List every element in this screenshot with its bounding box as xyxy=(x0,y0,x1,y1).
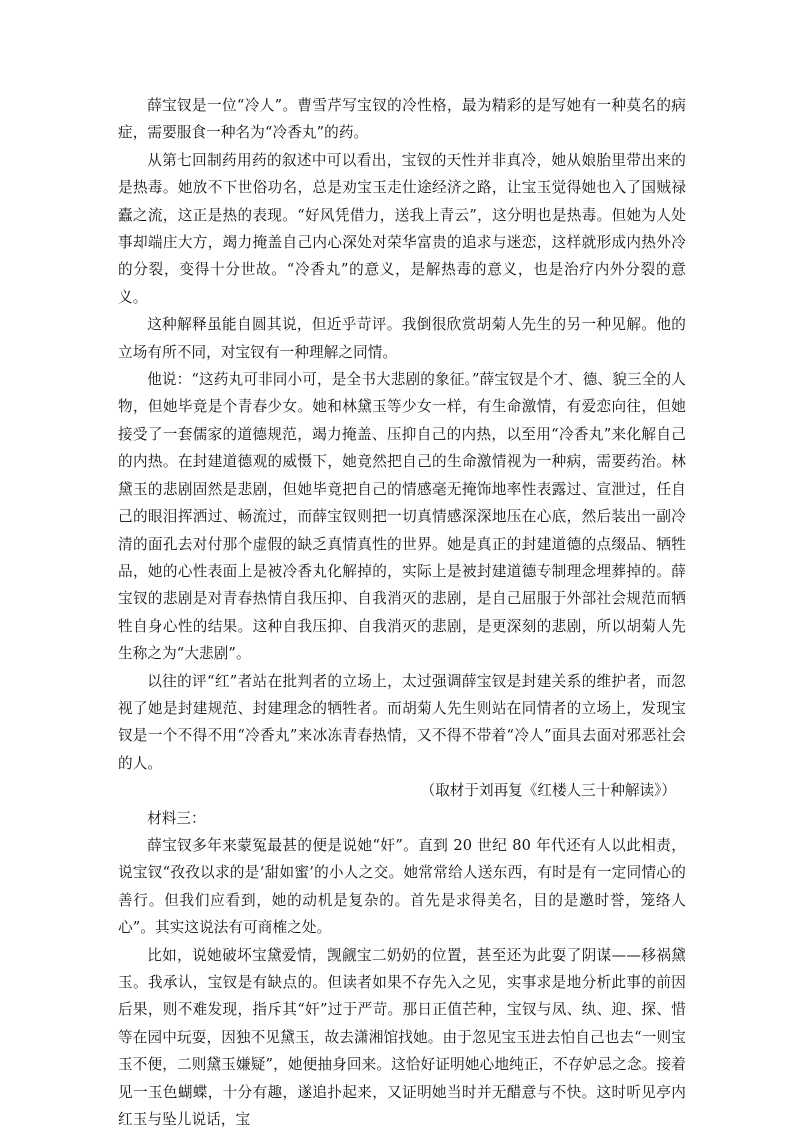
paragraph-5: 以往的评“红”者站在批判者的立场上，太过强调薛宝钗是封建关系的维护者，而忽视了她是封建规范、封建理念的牺牲者。而胡菊人先生则站在同情者的立场上，发现宝钗是一个不得不用“冷香丸”来冰冻青春热情，又不得不带着“冷人”面具去面对邪恶社会的人。 xyxy=(118,672,686,772)
paragraph-1: 薛宝钗是一位“冷人”。曹雪芹写宝钗的冷性格，最为精彩的是写她有一种莫名的病症，需要服食一种名为“冷香丸”的药。 xyxy=(118,97,686,142)
document-page xyxy=(118,92,686,1133)
paragraph-7: 比如，说她破坏宝黛爱情，觊觎宝二奶奶的位置，甚至还为此耍了阴谋——移祸黛玉。我承认，宝钗是有缺点的。但读者如果不存先入之见，实事求是地分析此事的前因后果，则不难发现，指斥其“奸”过于严苛。那日正值芒种，宝钗与凤、纨、迎、探、惜等在园中玩耍，因独不见黛玉，故去潇湘馆找她。由于忽见宝玉进去怕自己也去“一则宝玉不便，二则黛玉嫌疑”，她便抽身回来。这恰好证明她心地纯正，不存妒忌之念。接着见一玉色蝴蝶，十分有趣，遂追扑起来，又证明她当时并无醋意与不快。这时听见亭内红玉与坠儿说话，宝 xyxy=(118,946,686,1129)
section-label: 材料三： xyxy=(147,809,206,827)
paragraph-2: 从第七回制药用药的叙述中可以看出，宝钗的天性并非真冷，她从娘胎里带出来的是热毒。她放不下世俗功名，总是劝宝玉走仕途经济之路，让宝玉觉得她也入了国贼禄蠹之流，这正是热的表现。“好风凭借力，送我上青云”，这分明也是热毒。但她为人处事却端庄大方，竭力掩盖自己内心深处对荣华富贵的追求与迷恋，这样就形成内热外冷的分裂，变得十分世故。“冷香丸”的意义，是解热毒的意义，也是治疗内外分裂的意义。 xyxy=(118,151,686,306)
paragraph-4: 他说：“这药丸可非同小可，是全书大悲剧的象征。”薛宝钗是个才、德、貌三全的人物，但她毕竟是个青春少女。她和林黛玉等少女一样，有生命激情，有爱恋向往，但她接受了一套儒家的道德规范，竭力掩盖、压抑自己的内热，以至用“冷香丸”来化解自己的内热。在封建道德观的威慑下，她竟然把自己的生命激情视为一种病，需要药治。林黛玉的悲剧固然是悲剧，但她毕竟把自己的情感毫无掩饰地率性表露过、宣泄过，任自己的眼泪挥洒过、畅流过，而薛宝钗则把一切真情感深深地压在心底，然后装出一副冷清的面孔去对付那个虚假的缺乏真情真性的世界。她是真正的封建道德的点缀品、牺牲品，她的心性表面上是被冷香丸化解掉的，实际上是被封建道德专制理念埋葬掉的。薛宝钗的悲剧是对青春热情自我压抑、自我消灭的悲剧，是自己屈服于外部社会规范而牺牲自身心性的结果。这种自我压抑、自我消灭的悲剧，是更深刻的悲剧，所以胡菊人先生称之为“大悲剧”。 xyxy=(118,371,686,663)
paragraph-3: 这种解释虽能自圆其说，但近乎苛评。我倒很欣赏胡菊人先生的另一种见解。他的立场有所不同，对宝钗有一种理解之同情。 xyxy=(118,316,686,361)
paragraph-6: 薛宝钗多年来蒙冤最甚的便是说她“奸”。直到 20 世纪 80 年代还有人以此相责，说宝钗“孜孜以求的是‘甜如蜜’的小人之交。她常常给人送东西，有时是有一定同情心的善行。但我们应看到，她的动机是复杂的。首先是求得美名，目的是邀时誉，笼络人心”。其实这说法有可商榷之处。 xyxy=(118,836,686,937)
source-note: （取材于刘再复《红楼人三十种解读》） xyxy=(420,782,676,800)
